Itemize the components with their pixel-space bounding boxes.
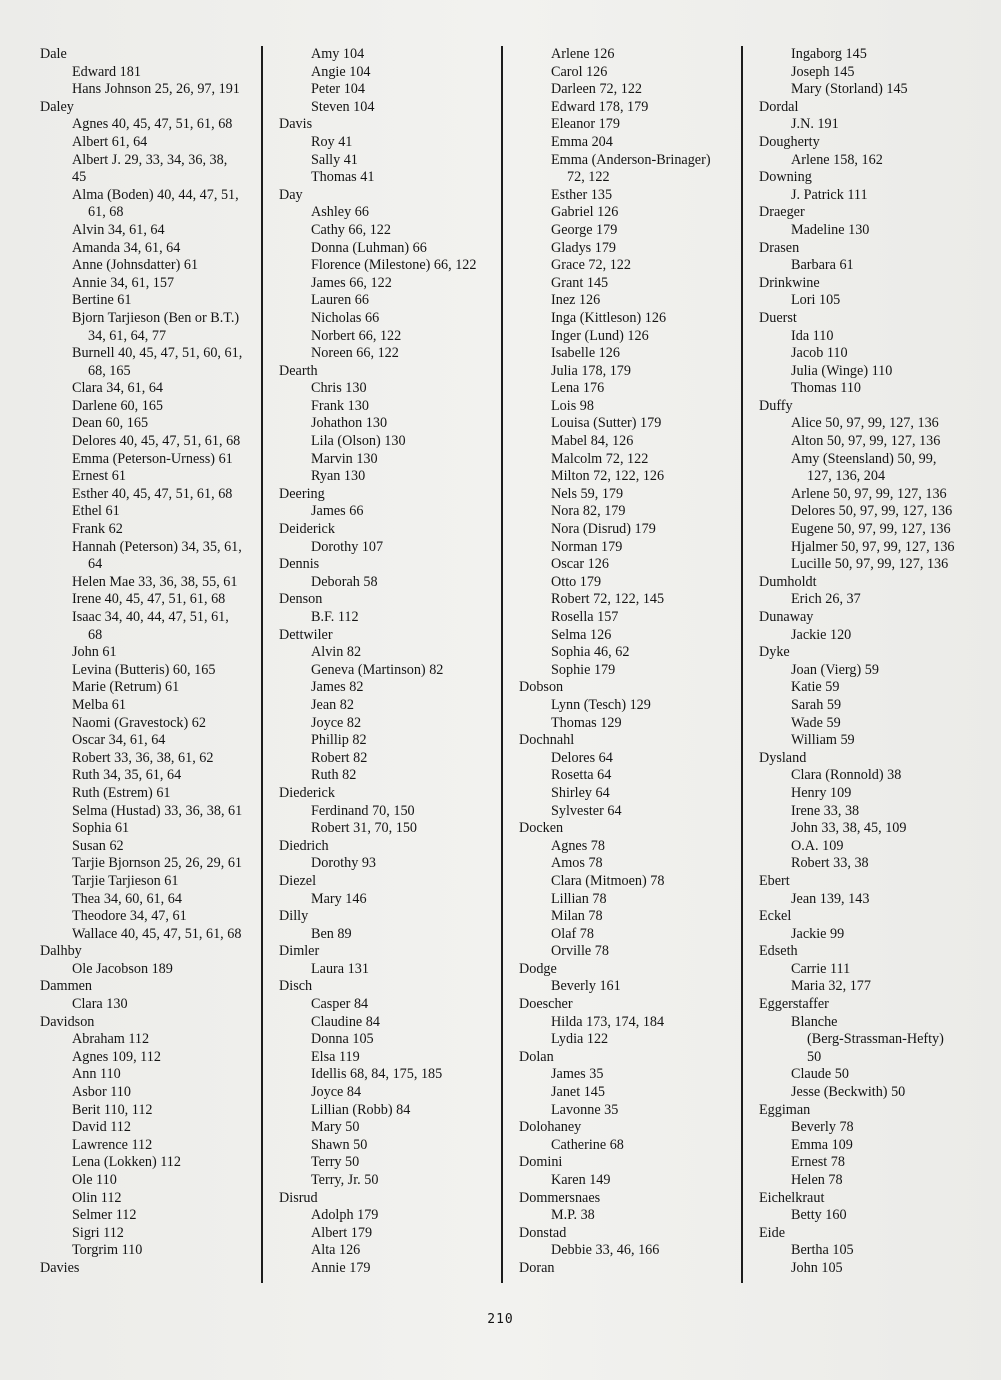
index-entry: Casper 84	[311, 996, 369, 1013]
index-entry: Lynn (Tesch) 129	[551, 696, 651, 713]
index-entry: Isabelle 126	[551, 345, 620, 362]
surname-heading: Domini	[519, 1154, 563, 1171]
index-entry: Dean 60, 165	[72, 415, 149, 432]
index-entry: Norbert 66, 122	[311, 327, 402, 344]
index-entry: Sophia 61	[72, 820, 130, 837]
index-entry: Lavonne 35	[551, 1101, 619, 1118]
surname-heading: Draeger	[759, 204, 805, 221]
surname-heading: Davidson	[40, 1013, 95, 1030]
index-entry: Clara 130	[72, 996, 128, 1013]
index-entry: Hilda 173, 174, 184	[551, 1013, 665, 1030]
surname-heading: Eichelkraut	[759, 1189, 825, 1206]
surname-heading: Dalhby	[40, 943, 82, 960]
index-entry: Catherine 68	[551, 1136, 624, 1153]
index-entry: Lucille 50, 97, 99, 127, 136	[791, 556, 949, 573]
index-entry: Lydia 122	[551, 1031, 609, 1048]
index-entry: John 105	[791, 1259, 843, 1276]
index-entry: J.N. 191	[791, 116, 839, 133]
index-entry: Chris 130	[311, 380, 367, 397]
index-entry: Joyce 82	[311, 714, 362, 731]
index-entry: Deborah 58	[311, 573, 378, 590]
surname-heading: Dammen	[40, 978, 93, 995]
index-entry: Gladys 179	[551, 239, 617, 256]
index-entry: Sigri 112	[72, 1224, 124, 1241]
index-entry: Emma 109	[791, 1136, 853, 1153]
index-entry: Debbie 33, 46, 166	[551, 1242, 660, 1259]
index-entry: Inga (Kittleson) 126	[551, 309, 667, 326]
index-entry: Nora 82, 179	[551, 503, 626, 520]
surname-heading: Dettwiler	[279, 626, 333, 643]
index-entry: Robert 82	[311, 749, 368, 766]
surname-heading: Dougherty	[759, 133, 820, 150]
index-entry: Carrie 111	[791, 960, 851, 977]
index-entry: Melba 61	[72, 696, 126, 713]
surname-heading: Deiderick	[279, 521, 335, 538]
index-entry: Wade 59	[791, 714, 841, 731]
index-entry-continuation: 68	[88, 626, 103, 643]
index-entry: Ida 110	[791, 327, 834, 344]
index-entry: Steven 104	[311, 98, 375, 115]
surname-heading: Deering	[279, 485, 325, 502]
index-entry: Agnes 78	[551, 837, 605, 854]
index-entry: Grace 72, 122	[551, 257, 631, 274]
surname-heading: Dumholdt	[759, 573, 817, 590]
index-entry: Ben 89	[311, 925, 352, 942]
index-entry: Edward 178, 179	[551, 98, 649, 115]
index-entry: Selma (Hustad) 33, 36, 38, 61	[72, 802, 243, 819]
surname-heading: Donstad	[519, 1224, 567, 1241]
index-entry: Esther 40, 45, 47, 51, 61, 68	[72, 485, 233, 502]
index-entry: Orville 78	[551, 943, 609, 960]
index-entry: Jean 139, 143	[791, 890, 870, 907]
index-entry: Inez 126	[551, 292, 601, 309]
index-entry: Frank 130	[311, 397, 369, 414]
index-entry: Sophie 179	[551, 661, 616, 678]
index-entry: Karen 149	[551, 1172, 611, 1188]
index-entry: Abraham 112	[72, 1031, 150, 1048]
index-entry: Eugene 50, 97, 99, 127, 136	[791, 521, 951, 538]
index-entry: Lillian (Robb) 84	[311, 1101, 411, 1118]
index-entry: Mabel 84, 126	[551, 433, 634, 450]
index-entry: Lila (Olson) 130	[311, 433, 406, 450]
index-entry: Berit 110, 112	[72, 1101, 153, 1118]
index-entry: Peter 104	[311, 81, 365, 98]
index-entry: Geneva (Martinson) 82	[311, 661, 444, 678]
index-entry: Donna (Luhman) 66	[311, 239, 427, 256]
surname-heading: Dimler	[279, 943, 320, 960]
surname-heading: Dolohaney	[519, 1119, 582, 1136]
index-entry: David 112	[72, 1119, 131, 1136]
surname-heading: Davies	[40, 1259, 80, 1276]
surname-heading: Ebert	[759, 872, 790, 889]
index-entry: Oscar 34, 61, 64	[72, 732, 166, 749]
surname-heading: Doescher	[519, 996, 573, 1013]
index-entry: Robert 33, 36, 38, 61, 62	[72, 749, 214, 766]
index-entry: M.P. 38	[551, 1207, 595, 1224]
index-entry: Robert 33, 38	[791, 855, 869, 872]
index-entry: Joyce 84	[311, 1084, 362, 1101]
index-entry: Amy 104	[311, 46, 365, 62]
index-entry: Hjalmer 50, 97, 99, 127, 136	[791, 538, 955, 555]
index-entry: O.A. 109	[791, 837, 844, 854]
index-entry: Barbara 61	[791, 257, 854, 274]
index-entry: Agnes 40, 45, 47, 51, 61, 68	[72, 116, 233, 133]
surname-heading: Eggiman	[759, 1101, 811, 1118]
index-entry: Jean 82	[311, 696, 354, 713]
index-entry: Blanche	[791, 1013, 838, 1030]
index-entry: Delores 50, 97, 99, 127, 136	[791, 503, 953, 520]
index-entry: Otto 179	[551, 573, 602, 590]
index-entry-continuation: 72, 122	[567, 169, 610, 186]
index-entry: Emma (Anderson-Brinager)	[551, 151, 711, 168]
surname-heading: Eggerstaffer	[759, 996, 829, 1013]
index-entry: Lena 176	[551, 380, 605, 397]
surname-heading: Dochnahl	[519, 732, 575, 749]
index-entry: Ashley 66	[311, 204, 369, 221]
index-entry: Emma (Peterson-Urness) 61	[72, 450, 233, 467]
index-entry: Ingaborg 145	[791, 46, 867, 62]
index-entry-continuation: 50	[807, 1048, 822, 1065]
column-divider-3	[741, 46, 743, 1283]
index-entry: Shawn 50	[311, 1136, 368, 1153]
surname-heading: Dysland	[759, 749, 807, 766]
index-entry-continuation: 34, 61, 64, 77	[88, 327, 167, 344]
index-entry: Norman 179	[551, 538, 623, 555]
index-entry: Carol 126	[551, 63, 608, 80]
column-divider-1	[261, 46, 263, 1283]
index-entry: George 179	[551, 221, 618, 238]
index-entry: Ruth 82	[311, 767, 357, 784]
index-entry: Rosella 157	[551, 609, 619, 625]
index-entry: Alvin 34, 61, 64	[72, 221, 165, 238]
index-entry: Nora (Disrud) 179	[551, 521, 656, 538]
index-entry: Albert 179	[311, 1224, 373, 1241]
index-entry: Frank 62	[72, 521, 123, 538]
index-entry: J. Patrick 111	[791, 186, 868, 203]
surname-heading: Dolan	[519, 1048, 554, 1065]
index-entry: Levina (Butteris) 60, 165	[72, 661, 216, 678]
index-entry: Donna 105	[311, 1031, 374, 1048]
index-entry: Delores 64	[551, 749, 613, 766]
index-entry: Ruth (Estrem) 61	[72, 784, 171, 801]
index-entry: Clara 34, 61, 64	[72, 380, 164, 397]
surname-heading: Diederick	[279, 784, 335, 801]
index-entry: Gabriel 126	[551, 204, 619, 221]
index-column-1	[40, 46, 260, 1278]
index-entry: Albert J. 29, 33, 34, 36, 38,	[72, 151, 228, 168]
index-entry: Nicholas 66	[311, 309, 380, 326]
index-entry: Helen Mae 33, 36, 38, 55, 61	[72, 573, 238, 590]
index-entry: Ethel 61	[72, 503, 120, 520]
index-entry: Amanda 34, 61, 64	[72, 239, 181, 256]
surname-heading: Denson	[279, 591, 323, 608]
index-entry: Lori 105	[791, 292, 841, 309]
index-entry: Thomas 129	[551, 714, 622, 731]
index-entry: Mary (Storland) 145	[791, 81, 908, 98]
surname-heading: Eide	[759, 1224, 785, 1241]
surname-heading: Dale	[40, 46, 67, 62]
index-entry: John 61	[72, 644, 117, 661]
index-entry: Eleanor 179	[551, 116, 620, 133]
index-entry: Julia (Winge) 110	[791, 362, 893, 379]
index-entry: Lauren 66	[311, 292, 369, 309]
index-entry: James 66	[311, 503, 364, 520]
index-entry: Erich 26, 37	[791, 591, 861, 608]
index-entry: Betty 160	[791, 1207, 847, 1224]
index-entry: Arlene 126	[551, 46, 615, 62]
index-entry: Robert 72, 122, 145	[551, 591, 665, 608]
index-entry: Mary 146	[311, 890, 367, 907]
surname-heading: Dodge	[519, 960, 557, 977]
index-entry: William 59	[791, 732, 855, 749]
index-entry: Sally 41	[311, 151, 358, 168]
surname-heading: Disrud	[279, 1189, 318, 1206]
index-entry: Darleen 72, 122	[551, 81, 643, 98]
index-entry: Jacob 110	[791, 345, 848, 362]
index-entry: Claudine 84	[311, 1013, 380, 1030]
index-entry: Esther 135	[551, 186, 613, 203]
index-column-3	[519, 46, 741, 1278]
index-entry: Julia 178, 179	[551, 362, 631, 379]
index-entry: Hannah (Peterson) 34, 35, 61,	[72, 538, 242, 555]
index-entry: Agnes 109, 112	[72, 1048, 161, 1065]
index-entry: Amy (Steensland) 50, 99,	[791, 450, 937, 467]
index-entry: Tarjie Tarjieson 61	[72, 872, 179, 889]
index-entry: Roy 41	[311, 133, 353, 150]
index-entry: Thea 34, 60, 61, 64	[72, 890, 182, 907]
index-entry: Nels 59, 179	[551, 485, 624, 502]
index-entry: Joan (Vierg) 59	[791, 661, 879, 678]
surname-heading: Dommersnaes	[519, 1189, 601, 1206]
index-entry: James 35	[551, 1066, 604, 1083]
surname-heading: Duffy	[759, 397, 793, 414]
index-entry: Alma (Boden) 40, 44, 47, 51,	[72, 186, 239, 203]
index-entry: Marie (Retrum) 61	[72, 679, 180, 696]
surname-heading: Eckel	[759, 908, 792, 925]
index-entry: Alton 50, 97, 99, 127, 136	[791, 433, 941, 450]
index-entry: Adolph 179	[311, 1207, 379, 1224]
index-entry: Idellis 68, 84, 175, 185	[311, 1066, 443, 1083]
index-entry: Naomi (Gravestock) 62	[72, 714, 206, 731]
index-column-4	[759, 46, 989, 1278]
index-entry-continuation: 61, 68	[88, 204, 124, 221]
index-entry: Noreen 66, 122	[311, 345, 399, 362]
index-entry: James 82	[311, 679, 364, 696]
index-entry: Alice 50, 97, 99, 127, 136	[791, 415, 939, 432]
index-entry: Hans Johnson 25, 26, 97, 191	[72, 81, 240, 98]
surname-heading: Dearth	[279, 362, 318, 379]
index-entry: Florence (Milestone) 66, 122	[311, 257, 477, 274]
index-entry: Terry 50	[311, 1154, 360, 1171]
index-entry: Ole 110	[72, 1172, 117, 1188]
index-entry: Bertine 61	[72, 292, 132, 309]
surname-heading: Diezel	[279, 872, 317, 889]
index-entry: Dorothy 93	[311, 855, 377, 872]
surname-heading: Daley	[40, 98, 74, 115]
index-entry-continuation: (Berg-Strassman-Hefty)	[807, 1031, 944, 1048]
index-entry: Isaac 34, 40, 44, 47, 51, 61,	[72, 609, 229, 625]
index-entry: Arlene 50, 97, 99, 127, 136	[791, 485, 947, 502]
surname-heading: Dordal	[759, 98, 799, 115]
index-entry: Milton 72, 122, 126	[551, 468, 665, 485]
index-entry: Emma 204	[551, 133, 613, 150]
index-entry: Mary 50	[311, 1119, 360, 1136]
index-entry: Madeline 130	[791, 221, 870, 238]
index-entry: Annie 179	[311, 1259, 371, 1276]
index-entry: Beverly 78	[791, 1119, 854, 1136]
index-entry: Ernest 78	[791, 1154, 845, 1171]
index-entry: John 33, 38, 45, 109	[791, 820, 907, 837]
surname-heading: Downing	[759, 169, 812, 186]
index-entry: Elsa 119	[311, 1048, 360, 1065]
index-entry: Lena (Lokken) 112	[72, 1154, 181, 1171]
index-entry: Darlene 60, 165	[72, 397, 164, 414]
index-entry: Bjorn Tarjieson (Ben or B.T.)	[72, 309, 240, 326]
index-entry: Maria 32, 177	[791, 978, 871, 995]
index-entry-continuation: 68, 165	[88, 362, 131, 379]
index-entry: Robert 31, 70, 150	[311, 820, 418, 837]
index-entry: Ole Jacobson 189	[72, 960, 173, 977]
index-entry: Louisa (Sutter) 179	[551, 415, 662, 432]
index-entry: Lawrence 112	[72, 1136, 153, 1153]
index-entry: Torgrim 110	[72, 1242, 143, 1259]
index-entry: Oscar 126	[551, 556, 609, 573]
index-entry: Laura 131	[311, 960, 369, 977]
index-entry: Dorothy 107	[311, 538, 384, 555]
index-entry: Theodore 34, 47, 61	[72, 908, 187, 925]
index-entry: Olaf 78	[551, 925, 594, 942]
surname-heading: Dilly	[279, 908, 309, 925]
index-entry: Jackie 99	[791, 925, 845, 942]
index-column-2	[279, 46, 501, 1278]
index-entry: Johathon 130	[311, 415, 388, 432]
index-entry: B.F. 112	[311, 609, 359, 625]
index-entry: Helen 78	[791, 1172, 843, 1188]
index-entry: Malcolm 72, 122	[551, 450, 649, 467]
index-entry: Jesse (Beckwith) 50	[791, 1084, 906, 1101]
surname-heading: Docken	[519, 820, 564, 837]
index-entry: Sylvester 64	[551, 802, 622, 819]
index-entry: Ruth 34, 35, 61, 64	[72, 767, 182, 784]
surname-heading: Dennis	[279, 556, 320, 573]
surname-heading: Drinkwine	[759, 274, 820, 291]
index-entry: Olin 112	[72, 1189, 122, 1206]
index-entry: 45	[72, 169, 87, 186]
surname-heading: Drasen	[759, 239, 800, 256]
index-entry: Bertha 105	[791, 1242, 854, 1259]
index-entry: Lillian 78	[551, 890, 607, 907]
index-entry: Selmer 112	[72, 1207, 137, 1224]
index-entry: Susan 62	[72, 837, 124, 854]
surname-heading: Diedrich	[279, 837, 329, 854]
index-entry: Katie 59	[791, 679, 840, 696]
index-entry: Ernest 61	[72, 468, 126, 485]
index-entry: Annie 34, 61, 157	[72, 274, 175, 291]
surname-heading: Disch	[279, 978, 313, 995]
surname-heading: Edseth	[759, 943, 798, 960]
index-entry: Lois 98	[551, 397, 594, 414]
surname-heading: Day	[279, 186, 303, 203]
index-entry: Angie 104	[311, 63, 371, 80]
index-entry: Grant 145	[551, 274, 609, 291]
index-entry: Thomas 41	[311, 169, 375, 186]
index-entry: Rosetta 64	[551, 767, 612, 784]
index-entry: James 66, 122	[311, 274, 392, 291]
index-entry: Edward 181	[72, 63, 141, 80]
surname-heading: Duerst	[759, 309, 797, 326]
index-entry: Alta 126	[311, 1242, 361, 1259]
index-entry: Beverly 161	[551, 978, 621, 995]
index-entry: Terry, Jr. 50	[311, 1172, 379, 1188]
index-entry: Cathy 66, 122	[311, 221, 391, 238]
index-entry: Sophia 46, 62	[551, 644, 630, 661]
index-entry: Phillip 82	[311, 732, 367, 749]
index-entry: Clara (Ronnold) 38	[791, 767, 902, 784]
surname-heading: Dunaway	[759, 609, 814, 625]
column-divider-2	[501, 46, 503, 1283]
index-entry: Irene 33, 38	[791, 802, 860, 819]
index-entry: Arlene 158, 162	[791, 151, 883, 168]
surname-heading: Dyke	[759, 644, 790, 661]
surname-heading: Dobson	[519, 679, 564, 696]
surname-heading: Davis	[279, 116, 313, 133]
index-entry: Asbor 110	[72, 1084, 131, 1101]
index-entry: Shirley 64	[551, 784, 610, 801]
index-entry: Inger (Lund) 126	[551, 327, 649, 344]
index-entry: Burnell 40, 45, 47, 51, 60, 61,	[72, 345, 243, 362]
index-entry: Irene 40, 45, 47, 51, 61, 68	[72, 591, 226, 608]
index-entry: Anne (Johnsdatter) 61	[72, 257, 199, 274]
index-entry-continuation: 64	[88, 556, 103, 573]
index-entry: Clara (Mitmoen) 78	[551, 872, 665, 889]
index-entry: Marvin 130	[311, 450, 378, 467]
index-entry: Delores 40, 45, 47, 51, 61, 68	[72, 433, 241, 450]
index-entry: Ferdinand 70, 150	[311, 802, 415, 819]
index-entry: Tarjie Bjornson 25, 26, 29, 61	[72, 855, 243, 872]
index-entry: Ann 110	[72, 1066, 121, 1083]
index-entry: Janet 145	[551, 1084, 605, 1101]
index-entry: Joseph 145	[791, 63, 855, 80]
index-entry: Claude 50	[791, 1066, 849, 1083]
index-entry: Thomas 110	[791, 380, 862, 397]
index-entry: Alvin 82	[311, 644, 362, 661]
index-entry: Milan 78	[551, 908, 603, 925]
index-entry: Selma 126	[551, 626, 612, 643]
page-number: 210	[487, 1312, 514, 1327]
index-entry: Wallace 40, 45, 47, 51, 61, 68	[72, 925, 242, 942]
index-entry: Henry 109	[791, 784, 852, 801]
index-entry: Sarah 59	[791, 696, 842, 713]
index-entry: Amos 78	[551, 855, 603, 872]
index-entry: Jackie 120	[791, 626, 852, 643]
index-entry: Albert 61, 64	[72, 133, 148, 150]
surname-heading: Doran	[519, 1259, 555, 1276]
index-entry-continuation: 127, 136, 204	[807, 468, 886, 485]
index-entry: Ryan 130	[311, 468, 366, 485]
